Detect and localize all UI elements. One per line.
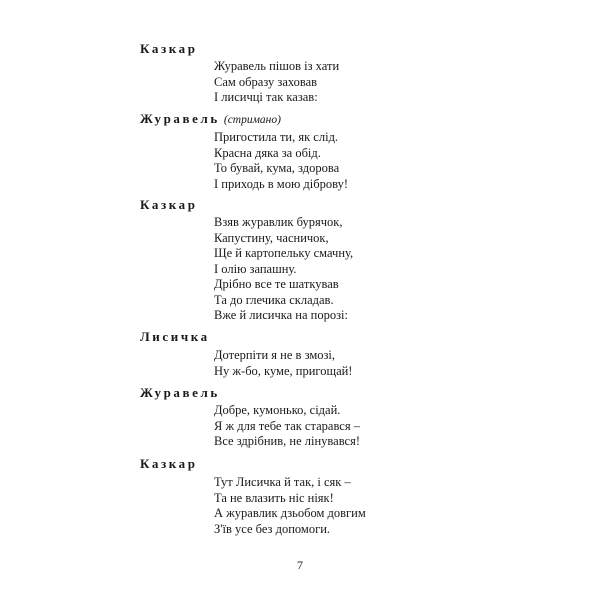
verse-line: І приходь в мою діброву! <box>214 176 348 191</box>
speaker-label: Казкар <box>140 197 198 212</box>
verse-line: Дрібно все те шаткував <box>214 277 339 291</box>
verse-line: То бувай, кума, здорова <box>214 161 340 175</box>
verse-line: Вже й лисичка на порозі: <box>214 308 348 322</box>
verse-block <box>214 348 352 379</box>
verse-line: Ще й картопельку смачну, <box>214 246 354 260</box>
verse-line: Та до глечика складав. <box>214 292 334 307</box>
speaker-label: Казкар <box>140 456 198 471</box>
verse-line: Взяв журавлик бурячок, <box>214 215 343 229</box>
verse-line: І олію запашну. <box>214 261 297 276</box>
verse-block <box>214 475 366 537</box>
verse-line: З'їв усе без допомоги. <box>214 521 331 536</box>
verse-block <box>214 403 360 450</box>
verse-block <box>214 215 353 324</box>
page-number: 7 <box>297 558 303 572</box>
verse-line: Пригостила ти, як слід. <box>214 130 339 144</box>
speaker-name <box>140 41 198 57</box>
verse-line: А журавлик дзьобом довгим <box>214 506 366 520</box>
verse-line: Все здрібнив, не лінувався! <box>214 434 360 448</box>
verse-line: Дотерпіти я не в змозі, <box>214 348 336 362</box>
verse-line: Я ж для тебе так старався – <box>214 418 360 433</box>
verse-line: Журавель пішов із хати <box>214 59 340 73</box>
speaker-name <box>140 385 220 401</box>
verse-block <box>214 59 339 106</box>
speaker-name <box>140 111 281 128</box>
verse-line: Добре, кумонько, сідай. <box>214 403 341 417</box>
speaker-name <box>140 329 210 345</box>
verse-line: Та не влазить ніс ніяк! <box>214 490 334 505</box>
speaker-name <box>140 456 198 472</box>
verse-block <box>214 130 348 192</box>
speaker-label: Казкар <box>140 41 198 56</box>
verse-line: Сам образу заховав <box>214 74 318 89</box>
speaker-name <box>140 197 198 213</box>
speaker-label: Журавель <box>140 111 220 126</box>
verse-line: Тут Лисичка й так, і сяк – <box>214 475 351 489</box>
verse-line: Красна дяка за обід. <box>214 145 321 160</box>
verse-line: Капустину, часничок, <box>214 230 329 245</box>
stage-direction: (стримано) <box>223 114 281 126</box>
speaker-label: Лисичка <box>140 329 210 344</box>
speaker-label: Журавель <box>140 385 220 400</box>
verse-line: Ну ж-бо, куме, пригощай! <box>214 363 353 378</box>
verse-line: І лисичці так казав: <box>214 90 318 104</box>
